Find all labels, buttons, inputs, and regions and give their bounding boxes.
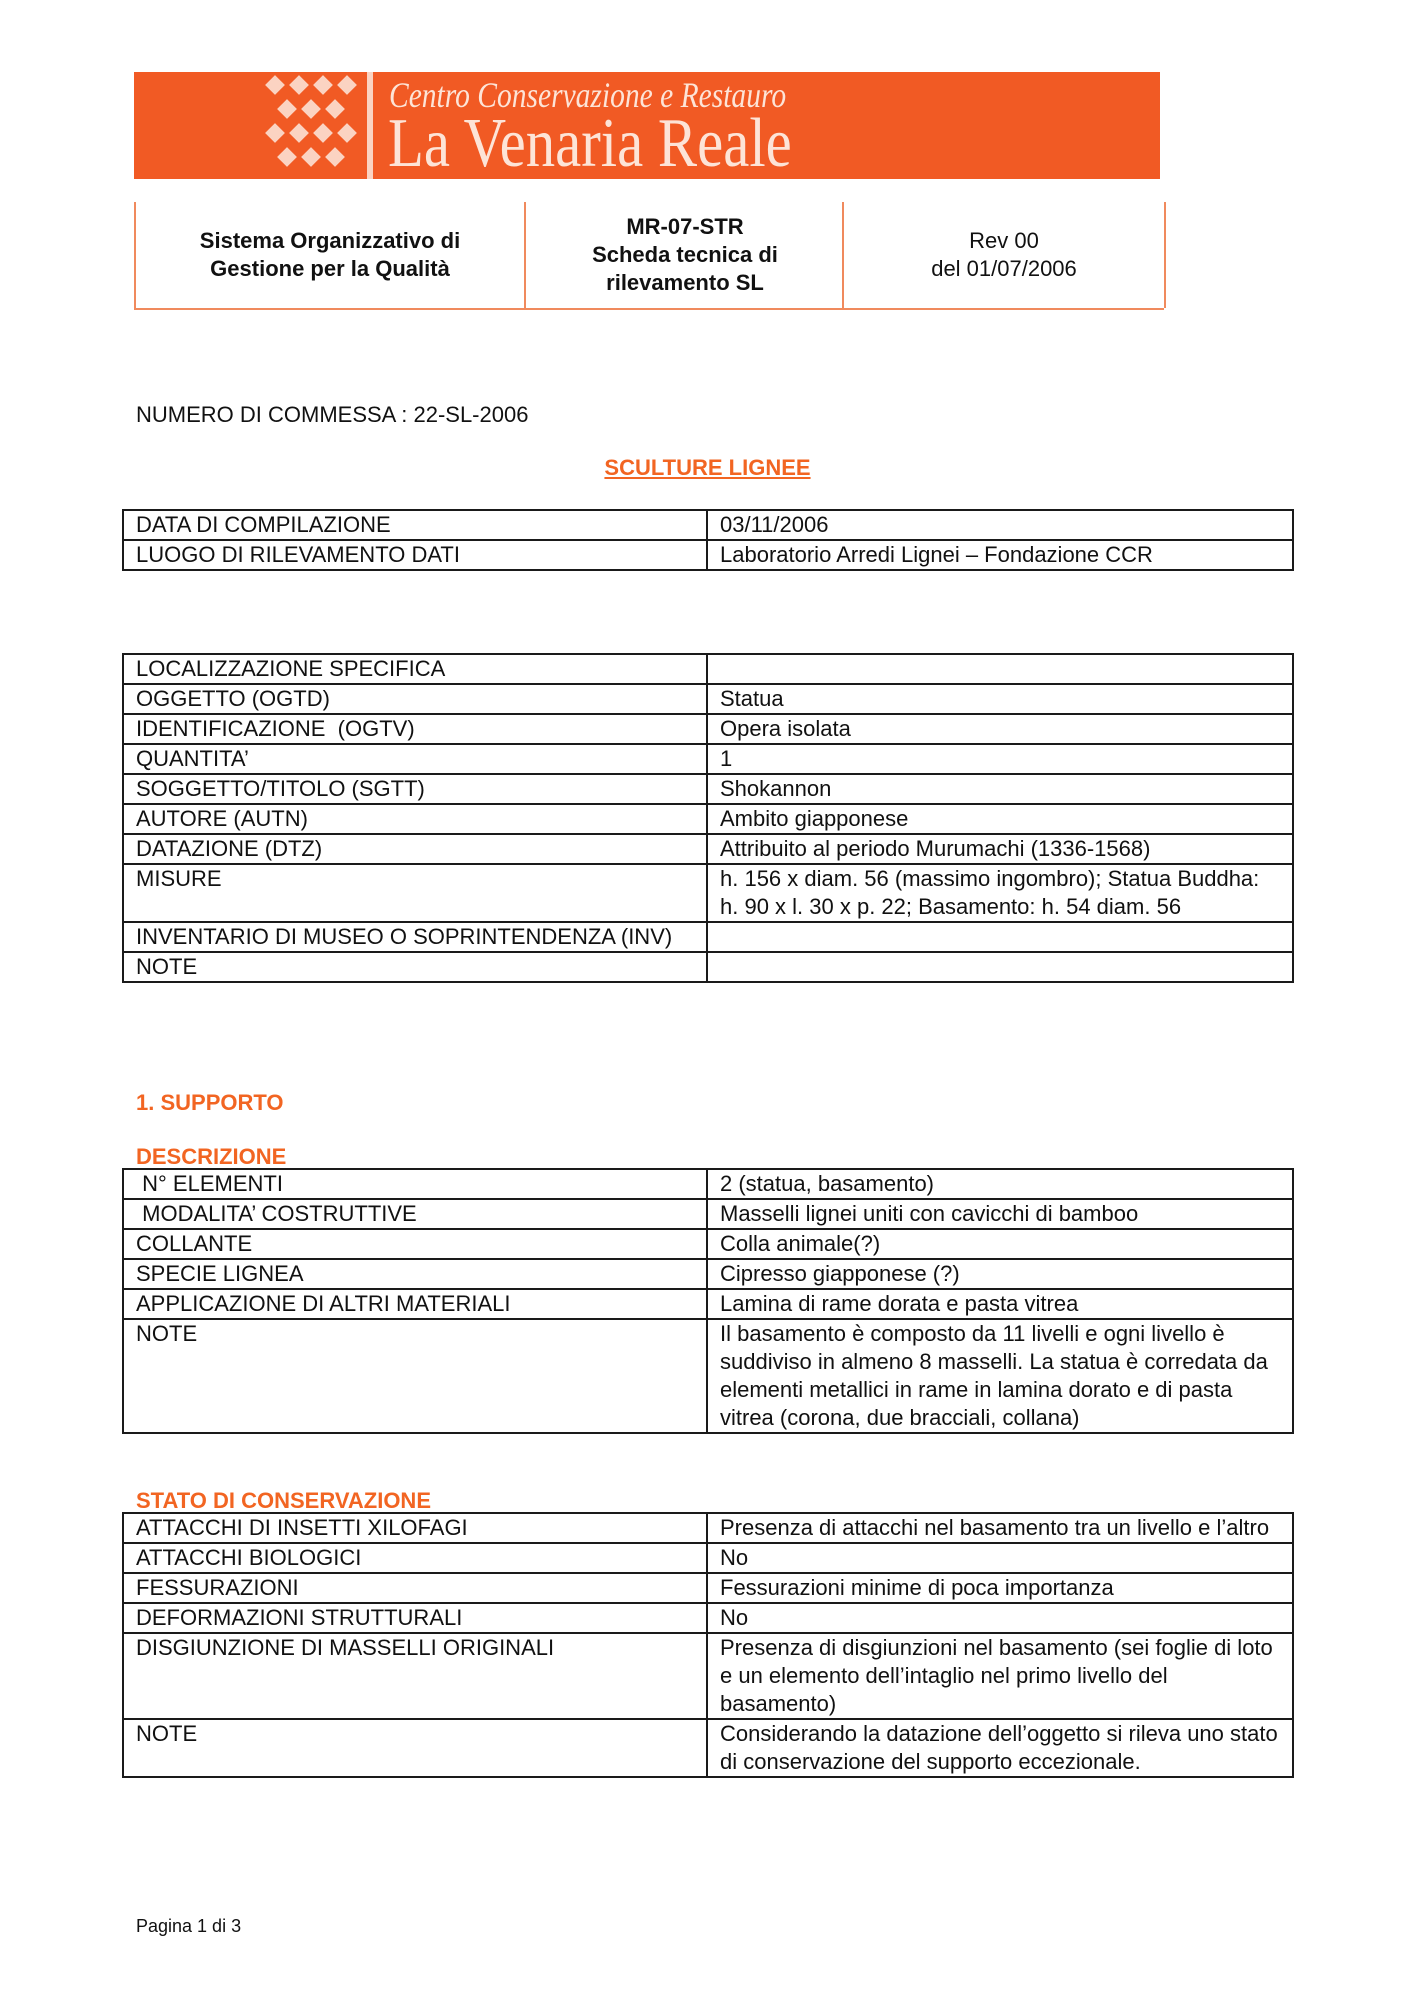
document-title: SCULTURE LIGNEE [604, 455, 811, 480]
field-label: DISGIUNZIONE DI MASSELLI ORIGINALI [123, 1633, 707, 1719]
field-value: Opera isolata [707, 714, 1293, 744]
object-row [123, 684, 1293, 714]
object-row [123, 774, 1293, 804]
descrizione-row [123, 1259, 1293, 1289]
info-row [123, 540, 1293, 570]
revision-date: del 01/07/2006 [931, 256, 1077, 281]
object-row [123, 864, 1293, 922]
field-label: SPECIE LIGNEA [123, 1259, 707, 1289]
banner-subtitle: Centro Conservazione e Restauro [389, 75, 787, 115]
field-value: h. 156 x diam. 56 (massimo ingombro); Statua Buddha: h. 90 x l. 30 x p. 22; Basamento: h. 54 diam. 56 [707, 864, 1293, 922]
field-label: IDENTIFICAZIONE (OGTV) [123, 714, 707, 744]
field-value: No [707, 1543, 1293, 1573]
header-banner [134, 72, 1160, 182]
field-value: Presenza di attacchi nel basamento tra un livello e l’altro [707, 1513, 1293, 1543]
field-value: 03/11/2006 [707, 510, 1293, 540]
diamond-pattern-icon [262, 72, 362, 179]
descrizione-row [123, 1319, 1293, 1433]
document-code-cell [524, 202, 844, 308]
field-value: Shokannon [707, 774, 1293, 804]
field-label: LUOGO DI RILEVAMENTO DATI [123, 540, 707, 570]
field-label: AUTORE (AUTN) [123, 804, 707, 834]
field-label: LOCALIZZAZIONE SPECIFICA [123, 654, 707, 684]
stato-row [123, 1513, 1293, 1543]
field-value [707, 952, 1293, 982]
field-value: Il basamento è composto da 11 livelli e ogni livello è suddiviso in almeno 8 masselli. La statua è corredata da elementi metallici in rame in lamina dorato e di pasta vitrea (corona, due bracciali, collana) [707, 1319, 1293, 1433]
document-header-box [134, 202, 1164, 310]
object-row [123, 952, 1293, 982]
field-label: DATAZIONE (DTZ) [123, 834, 707, 864]
field-label: INVENTARIO DI MUSEO O SOPRINTENDENZA (INV) [123, 922, 707, 952]
field-value: Fessurazioni minime di poca importanza [707, 1573, 1293, 1603]
stato-row [123, 1603, 1293, 1633]
stato-row [123, 1633, 1293, 1719]
descrizione-row [123, 1169, 1293, 1199]
field-value: Lamina di rame dorata e pasta vitrea [707, 1289, 1293, 1319]
field-value [707, 922, 1293, 952]
object-table [122, 653, 1294, 983]
field-value: 1 [707, 744, 1293, 774]
field-label: FESSURAZIONI [123, 1573, 707, 1603]
banner-title: La Venaria Reale [388, 105, 792, 182]
field-label: APPLICAZIONE DI ALTRI MATERIALI [123, 1289, 707, 1319]
field-value: Considerando la datazione dell’oggetto si rileva uno stato di conservazione del supporto eccezionale. [707, 1719, 1293, 1777]
field-value: Laboratorio Arredi Lignei – Fondazione CCR [707, 540, 1293, 570]
field-value [707, 654, 1293, 684]
stato-conservazione-heading: STATO DI CONSERVAZIONE [136, 1488, 431, 1513]
object-row [123, 714, 1293, 744]
field-value: Ambito giapponese [707, 804, 1293, 834]
field-value: 2 (statua, basamento) [707, 1169, 1293, 1199]
document-code: MR-07-STR [626, 214, 744, 239]
field-label: DATA DI COMPILAZIONE [123, 510, 707, 540]
document-sheet-title: Scheda tecnica di rilevamento SL [592, 242, 778, 295]
field-label: N° ELEMENTI [123, 1169, 707, 1199]
field-value: Masselli lignei uniti con cavicchi di bamboo [707, 1199, 1293, 1229]
field-label: QUANTITA’ [123, 744, 707, 774]
descrizione-table [122, 1168, 1294, 1434]
field-value: No [707, 1603, 1293, 1633]
field-label: MISURE [123, 864, 707, 922]
revision-number: Rev 00 [969, 228, 1039, 253]
info-table [122, 509, 1294, 571]
object-row [123, 804, 1293, 834]
field-value: Attribuito al periodo Murumachi (1336-1568) [707, 834, 1293, 864]
field-value: Cipresso giapponese (?) [707, 1259, 1293, 1289]
descrizione-heading: DESCRIZIONE [136, 1144, 287, 1169]
field-label: SOGGETTO/TITOLO (SGTT) [123, 774, 707, 804]
commessa-number: NUMERO DI COMMESSA : 22-SL-2006 [136, 402, 529, 427]
stato-row [123, 1543, 1293, 1573]
quality-system-label: Sistema Organizzativo di Gestione per la Qualità [199, 228, 461, 281]
field-value: Colla animale(?) [707, 1229, 1293, 1259]
field-value: Presenza di disgiunzioni nel basamento (sei foglie di loto e un elemento dell’intaglio nel primo livello del basamento) [707, 1633, 1293, 1719]
field-label: OGGETTO (OGTD) [123, 684, 707, 714]
field-label: NOTE [123, 1319, 707, 1433]
field-label: DEFORMAZIONI STRUTTURALI [123, 1603, 707, 1633]
field-label: ATTACCHI DI INSETTI XILOFAGI [123, 1513, 707, 1543]
section-supporto-heading: 1. SUPPORTO [136, 1090, 284, 1115]
field-label: NOTE [123, 952, 707, 982]
stato-row [123, 1573, 1293, 1603]
object-row [123, 834, 1293, 864]
revision-cell [842, 202, 1166, 308]
quality-system-cell [134, 202, 524, 308]
stato-conservazione-table [122, 1512, 1294, 1778]
field-label: ATTACCHI BIOLOGICI [123, 1543, 707, 1573]
object-row [123, 922, 1293, 952]
page-number: Pagina 1 di 3 [136, 1916, 242, 1936]
object-row [123, 654, 1293, 684]
info-row [123, 510, 1293, 540]
descrizione-row [123, 1229, 1293, 1259]
descrizione-row [123, 1289, 1293, 1319]
stato-row [123, 1719, 1293, 1777]
descrizione-row [123, 1199, 1293, 1229]
object-row [123, 744, 1293, 774]
field-value: Statua [707, 684, 1293, 714]
field-label: COLLANTE [123, 1229, 707, 1259]
field-label: MODALITA’ COSTRUTTIVE [123, 1199, 707, 1229]
field-label: NOTE [123, 1719, 707, 1777]
banner-divider [367, 72, 373, 179]
